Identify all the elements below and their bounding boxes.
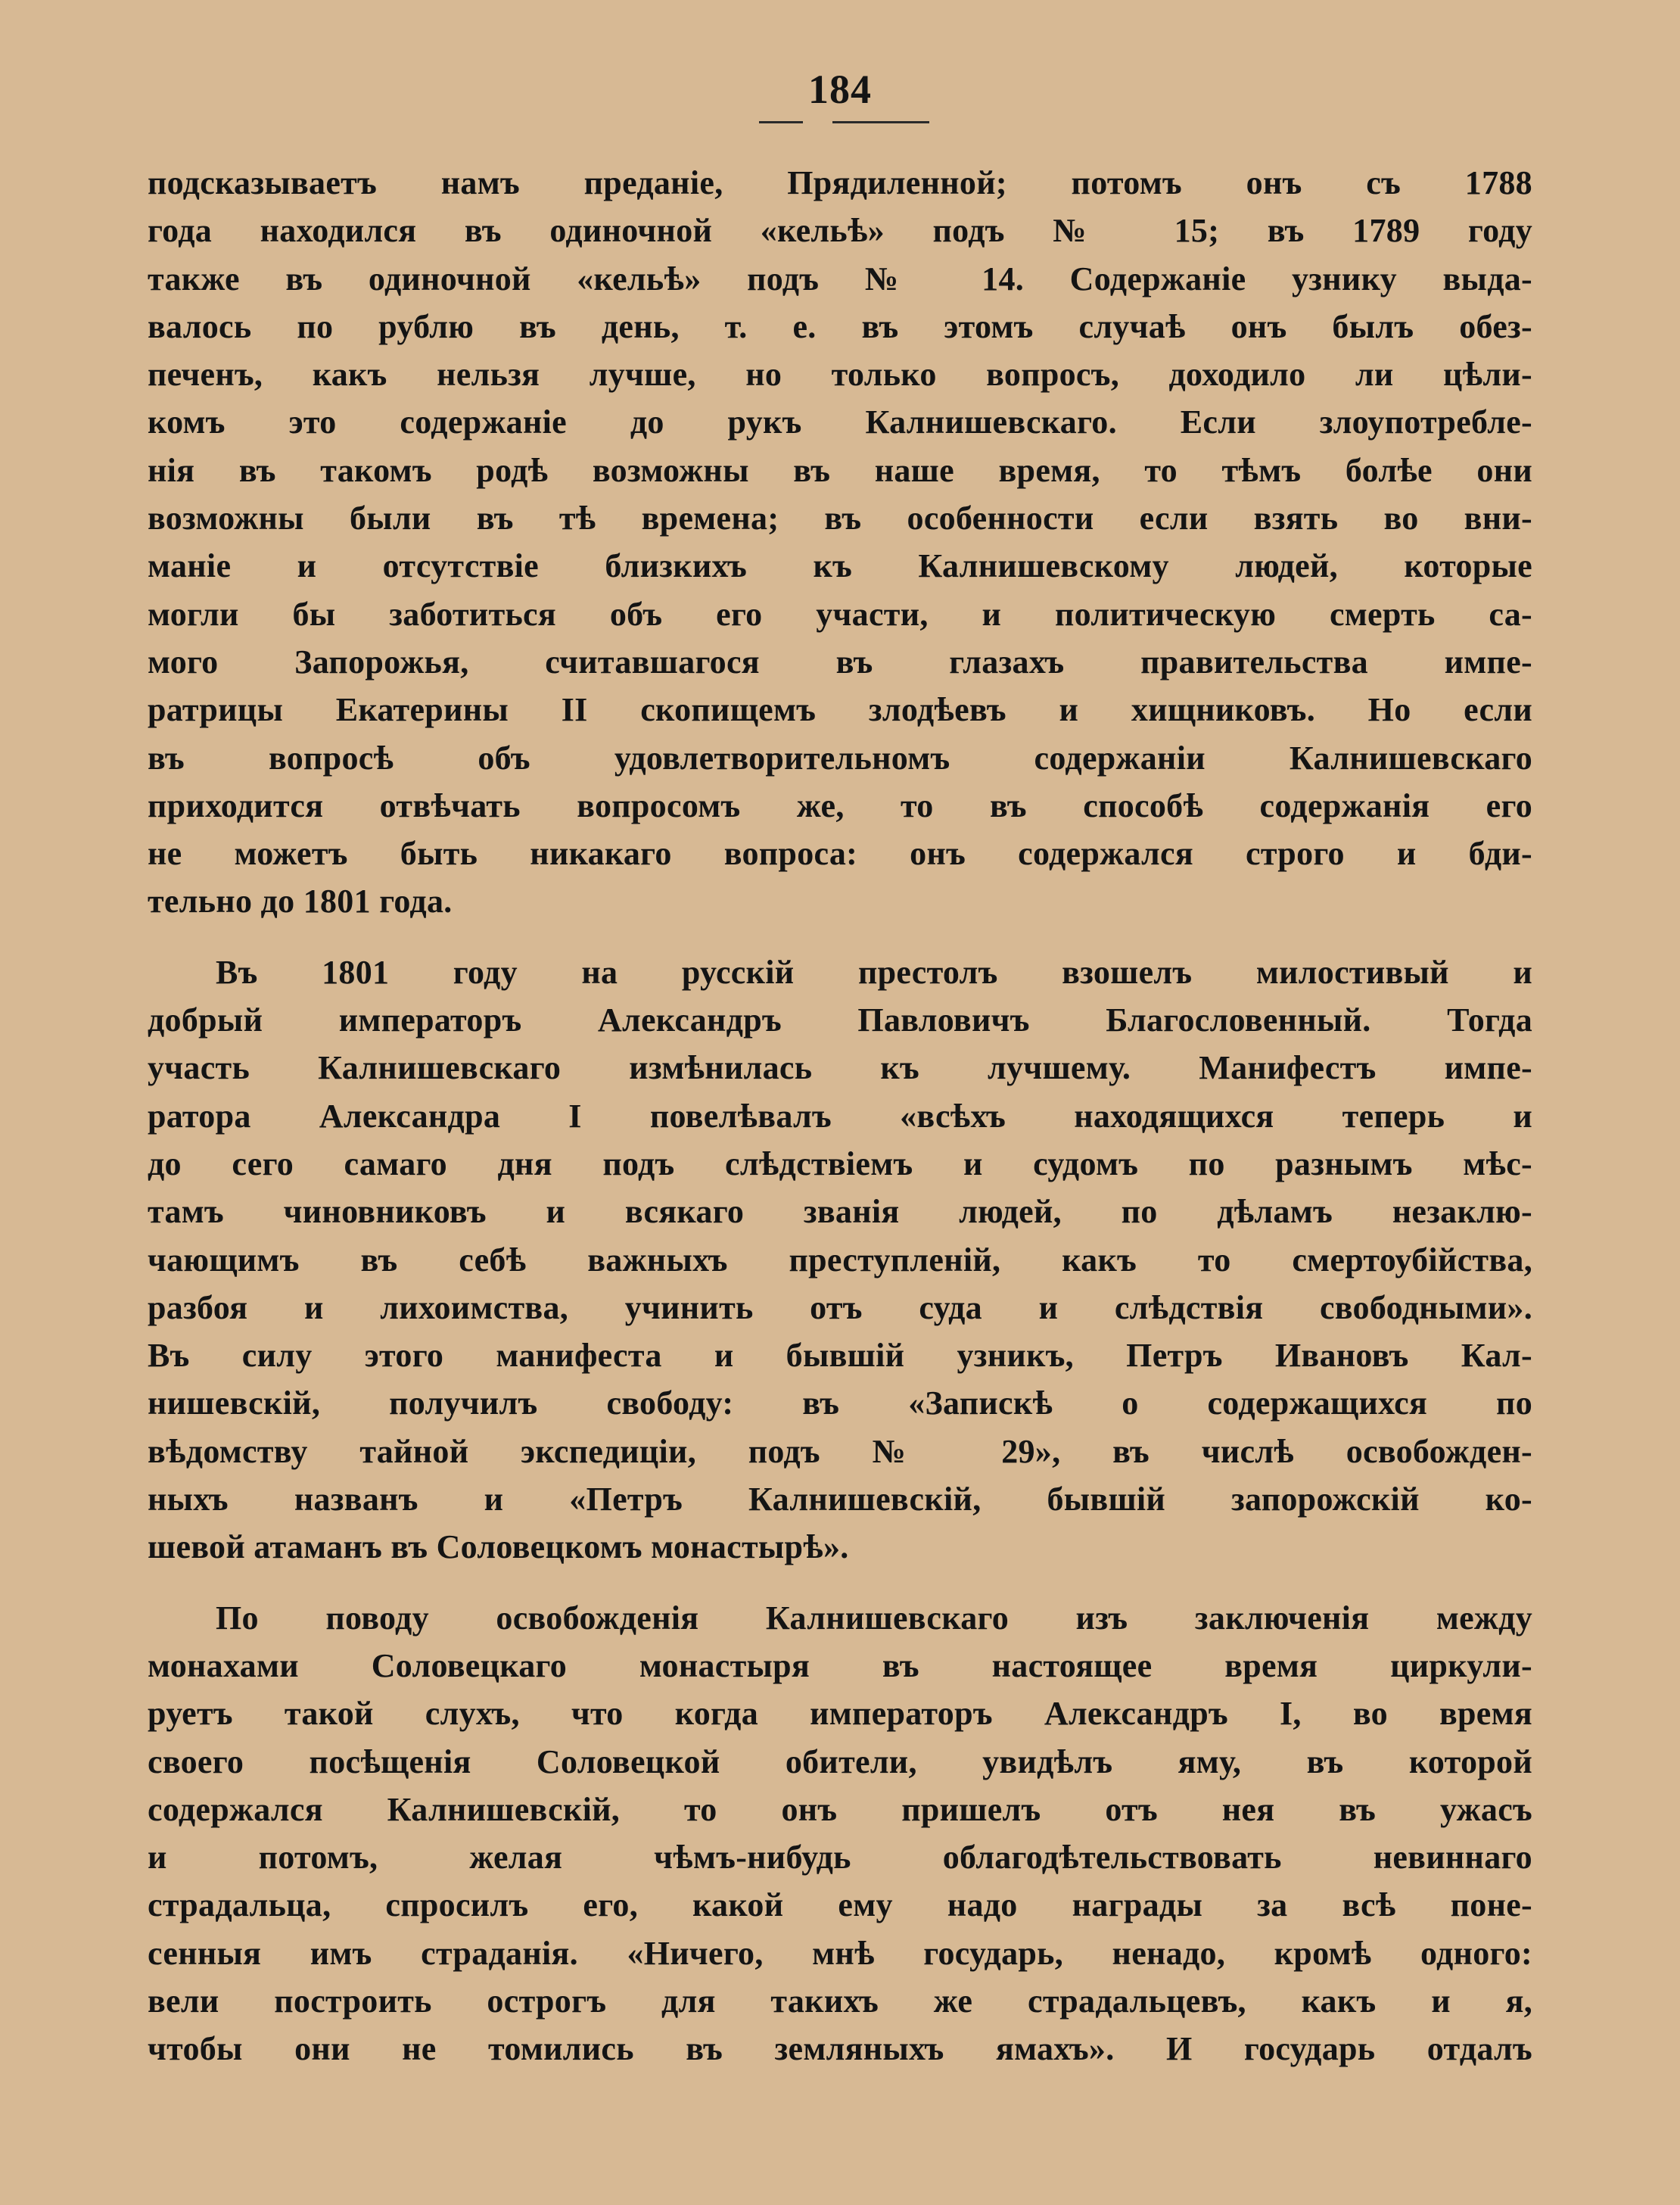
text-line: валось по рублю въ день, т. е. въ этомъ случаѣ онъ былъ обез-	[148, 307, 1532, 345]
text-line: и потомъ, желая чѣмъ-нибудь облагодѣтельствовать невиннаго	[148, 1839, 1532, 1876]
text-line: нія въ такомъ родѣ возможны въ наше время, то тѣмъ болѣе они	[148, 451, 1532, 489]
paragraph	[148, 948, 1532, 1571]
text-line: не можетъ быть никакаго вопроса: онъ содержался строго и бди-	[148, 835, 1532, 873]
text-line: ратрицы Екатерины II скопищемъ злодѣевъ и хищниковъ. Но если	[148, 691, 1532, 729]
text-line: маніе и отсутствіе близкихъ къ Калнишевскому людей, которые	[148, 547, 1532, 585]
body-text	[148, 159, 1532, 2073]
text-line: По поводу освобожденія Калнишевскаго изъ заключенія между	[216, 1599, 1532, 1637]
page-number-rule	[759, 121, 803, 123]
text-line: возможны были въ тѣ времена; въ особенности если взять во вни-	[148, 500, 1532, 537]
text-line: содержался Калнишевскій, то онъ пришелъ отъ нея въ ужасъ	[148, 1790, 1532, 1828]
text-line: приходится отвѣчать вопросомъ же, то въ способѣ содержанія его	[148, 786, 1532, 824]
text-line: печенъ, какъ нельзя лучше, но только вопросъ, доходило ли цѣли-	[148, 356, 1532, 394]
text-line: нишевскій, получилъ свободу: въ «Запискѣ о содержащихся по	[148, 1384, 1532, 1422]
text-line: тельно до 1801 года.	[148, 883, 453, 920]
text-line: ратора Александра I повелѣвалъ «всѣхъ находящихся теперь и	[148, 1097, 1532, 1135]
text-line: въ вопросѣ объ удовлетворительномъ содержаніи Калнишевскаго	[148, 739, 1532, 777]
text-line: мого Запорожья, считавшагося въ глазахъ правительства импе-	[148, 643, 1532, 680]
paragraph	[148, 1594, 1532, 2073]
page-number-rule	[832, 121, 929, 123]
text-line: монахами Соловецкаго монастыря въ настоящее время циркули-	[148, 1646, 1532, 1684]
text-line: могли бы заботиться объ его участи, и политическую смерть са-	[148, 595, 1532, 633]
paragraph	[148, 159, 1532, 926]
text-line: также въ одиночной «кельѣ» подъ № 14. Содержаніе узнику выда-	[148, 260, 1532, 297]
text-line: шевой атаманъ въ Соловецкомъ монастырѣ».	[148, 1528, 849, 1566]
text-line: своего посѣщенія Соловецкой обители, увидѣлъ яму, въ которой	[148, 1743, 1532, 1780]
text-line: участь Калнишевскаго измѣнилась къ лучшему. Манифестъ импе-	[148, 1049, 1532, 1087]
text-line: сенныя имъ страданія. «Ничего, мнѣ государь, ненадо, кромѣ одного:	[148, 1934, 1532, 1972]
page-number: 184	[808, 67, 872, 112]
paragraph-gap	[148, 926, 1532, 948]
text-line: тамъ чиновниковъ и всякаго званія людей, по дѣламъ незаклю-	[148, 1193, 1532, 1231]
paragraph-gap	[148, 1571, 1532, 1594]
text-line: чающимъ въ себѣ важныхъ преступленій, какъ то смертоубійства,	[148, 1241, 1532, 1278]
text-line: страдальца, спросилъ его, какой ему надо награды за всѣ поне-	[148, 1886, 1532, 1924]
text-line: подсказываетъ намъ преданіе, Прядиленной; потомъ онъ съ 1788	[148, 164, 1532, 201]
text-line: разбоя и лихоимства, учинить отъ суда и слѣдствія свободными».	[148, 1288, 1532, 1326]
text-line: чтобы они не томились въ земляныхъ ямахъ». И государь отдалъ	[148, 2030, 1532, 2068]
text-line: добрый императоръ Александръ Павловичъ Благословенный. Тогда	[148, 1001, 1532, 1039]
text-line: до сего самаго дня подъ слѣдствіемъ и судомъ по разнымъ мѣс-	[148, 1145, 1532, 1182]
text-line: комъ это содержаніе до рукъ Калнишевскаго. Если злоупотребле-	[148, 403, 1532, 441]
text-line: Въ 1801 году на русскій престолъ взошелъ милостивый и	[216, 953, 1532, 991]
text-line: руетъ такой слухъ, что когда императоръ Александръ I, во время	[148, 1695, 1532, 1733]
text-line: ныхъ названъ и «Петръ Калнишевскій, бывшій запорожскій ко-	[148, 1481, 1532, 1518]
text-line: вели построить острогъ для такихъ же страдальцевъ, какъ и я,	[148, 1982, 1532, 2020]
text-line: Въ силу этого манифеста и бывшій узникъ, Петръ Ивановъ Кал-	[148, 1337, 1532, 1375]
text-line: вѣдомству тайной экспедиціи, подъ № 29», въ числѣ освобожден-	[148, 1432, 1532, 1470]
text-line: года находился въ одиночной «кельѣ» подъ № 15; въ 1789 году	[148, 212, 1532, 250]
